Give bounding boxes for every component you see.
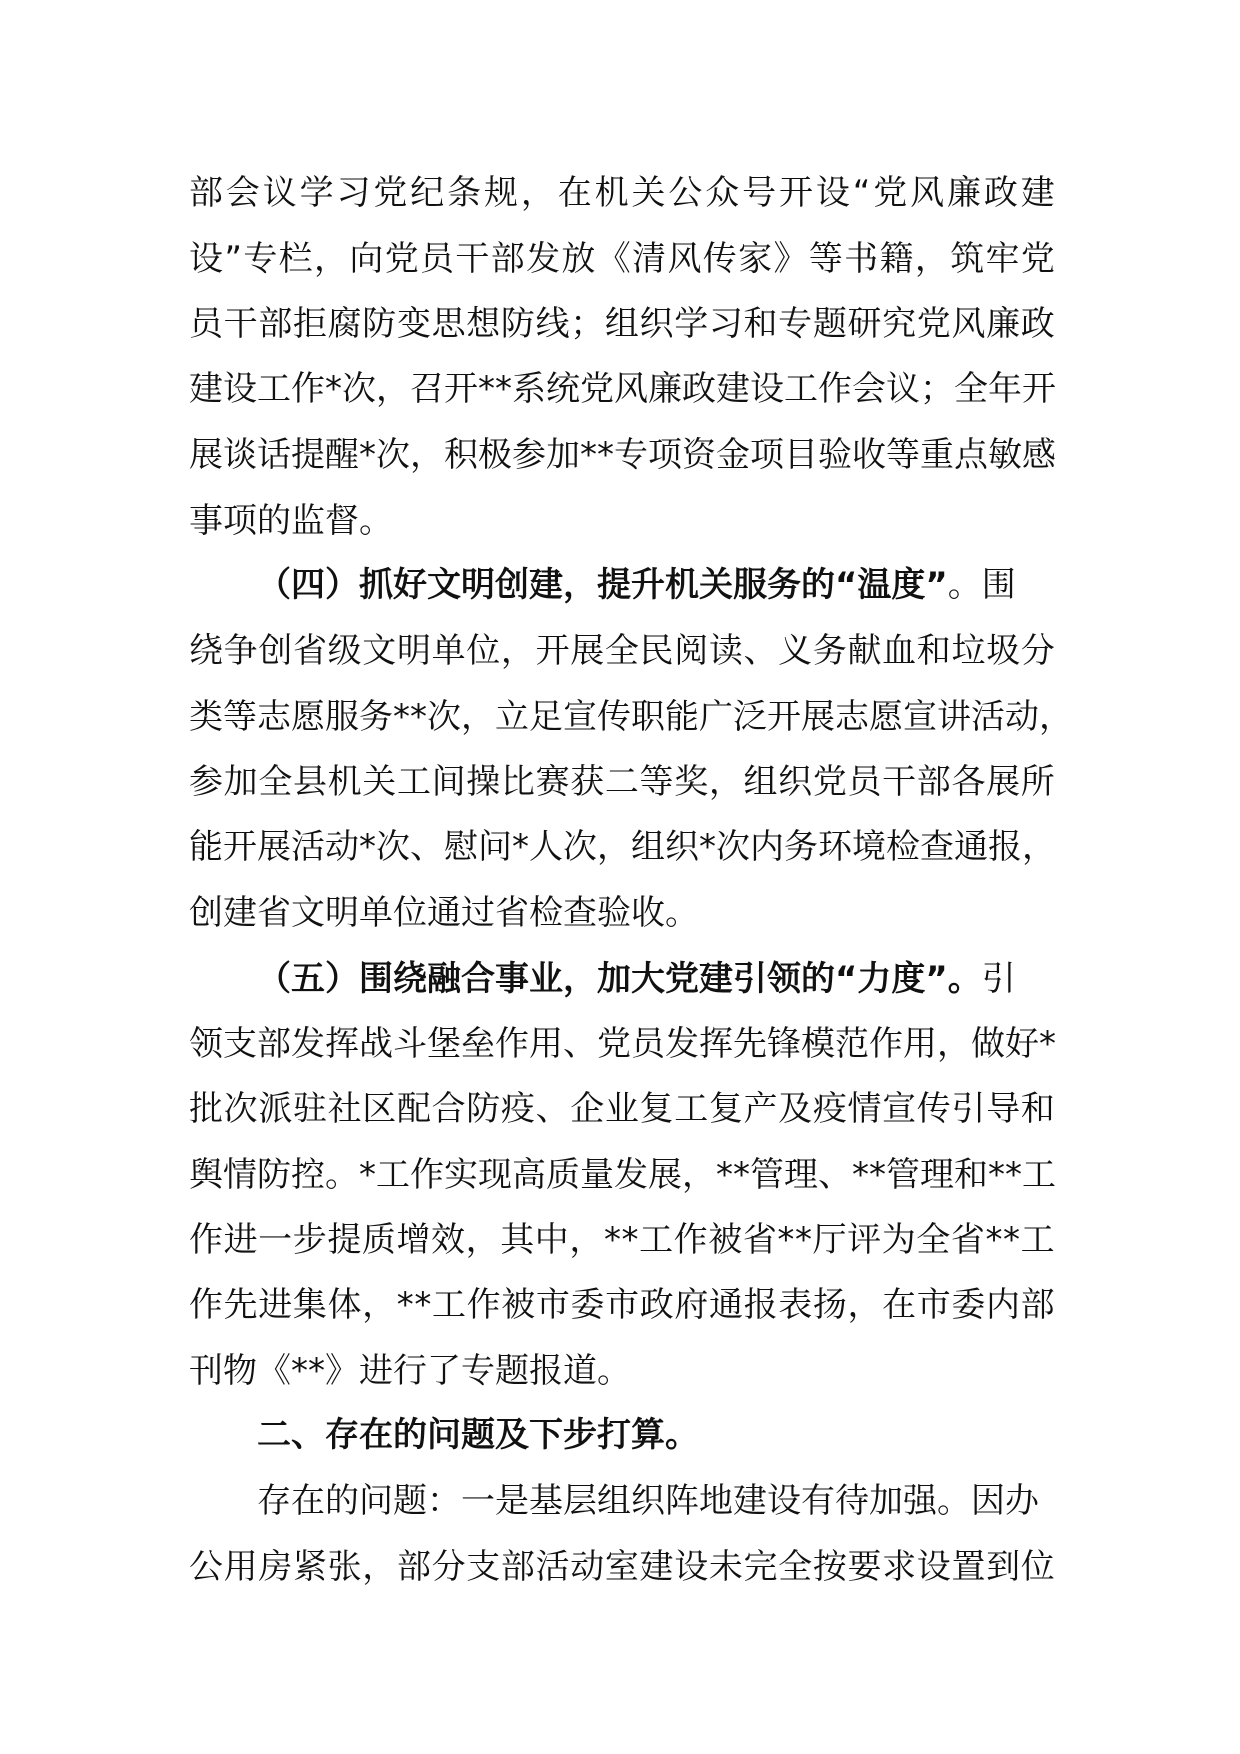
paragraph-line: 舆 情 防 控 。 * 工 作 实 现 高 质 量 发 展 ， * * 管 理 、 * * 管 理 和 * * 工 bbox=[189, 1155, 1056, 1195]
paragraph-line: 存在的问题：一是基层组织阵地建设有待加强。因办 bbox=[257, 1481, 1039, 1521]
paragraph-line: 刊物《**》进行了专题报道。 bbox=[189, 1351, 631, 1391]
section-heading: 二、存在的问题及下步打算。 bbox=[257, 1415, 699, 1455]
paragraph-line: 员 干 部 拒 腐 防 变 思 想 防 线 ； 组 织 学 习 和 专 题 研 究 党 风 廉 政 bbox=[189, 304, 1055, 344]
paragraph-line: 能 开 展 活 动 * 次 、 慰 问 * 人 次 ， 组 织 * 次 内 务 环 境 检 查 通 报 ， bbox=[189, 827, 1056, 867]
paragraph-line: 公 用 房 紧 张 ， 部 分 支 部 活 动 室 建 设 未 完 全 按 要 求 设 置 到 位 bbox=[189, 1547, 1055, 1587]
section-heading-line bbox=[257, 560, 1016, 610]
section-heading: （四）抓好文明创建，提升机关服务的“温度” bbox=[257, 565, 948, 605]
paragraph-line: 设 ” 专 栏 ， 向 党 员 干 部 发 放 《 清 风 传 家 》 等 书 籍 ， 筑 牢 党 bbox=[189, 239, 1055, 279]
paragraph-text: 引 bbox=[981, 959, 1016, 999]
paragraph-line: 展 谈 话 提 醒 * 次 ， 积 极 参 加 * * 专 项 资 金 项 目 验 收 等 重 点 敏 感 bbox=[189, 435, 1056, 475]
paragraph-line: 领 支 部 发 挥 战 斗 堡 垒 作 用 、 党 员 发 挥 先 锋 模 范 作 用 ， 做 好 * bbox=[189, 1024, 1056, 1064]
section-heading-line bbox=[257, 1410, 699, 1460]
paragraph-text: 。围 bbox=[947, 565, 1016, 605]
paragraph-line: 作 先 进 集 体 ， * * 工 作 被 市 委 市 政 府 通 报 表 扬 ， 在 市 委 内 部 bbox=[189, 1285, 1055, 1325]
section-heading-line bbox=[257, 954, 1016, 1004]
paragraph-line: 批 次 派 驻 社 区 配 合 防 疫 、 企 业 复 工 复 产 及 疫 情 宣 传 引 导 和 bbox=[189, 1089, 1055, 1129]
paragraph-line: 参 加 全 县 机 关 工 间 操 比 赛 获 二 等 奖 ， 组 织 党 员 干 部 各 展 所 bbox=[189, 762, 1055, 802]
section-heading: （五）围绕融合事业，加大党建引领的“力度”。 bbox=[257, 959, 982, 999]
paragraph-line: 部 会 议 学 习 党 纪 条 规 ， 在 机 关 公 众 号 开 设 “ 党 风 廉 政 建 bbox=[189, 173, 1055, 213]
paragraph-line: 作 进 一 步 提 质 增 效 ， 其 中 ， * * 工 作 被 省 * * 厅 评 为 全 省 * * 工 bbox=[189, 1220, 1055, 1260]
paragraph-line: 建 设 工 作 * 次 ， 召 开 * * 系 统 党 风 廉 政 建 设 工 作 会 议 ； 全 年 开 bbox=[189, 369, 1056, 409]
paragraph-line: 事项的监督。 bbox=[189, 501, 393, 541]
paragraph-line: 绕 争 创 省 级 文 明 单 位 ， 开 展 全 民 阅 读 、 义 务 献 血 和 垃 圾 分 bbox=[189, 631, 1055, 671]
paragraph-line: 类 等 志 愿 服 务 * * 次 ， 立 足 宣 传 职 能 广 泛 开 展 志 愿 宣 讲 活 动 ， bbox=[189, 697, 1073, 737]
paragraph-line: 创建省文明单位通过省检查验收。 bbox=[189, 893, 699, 933]
